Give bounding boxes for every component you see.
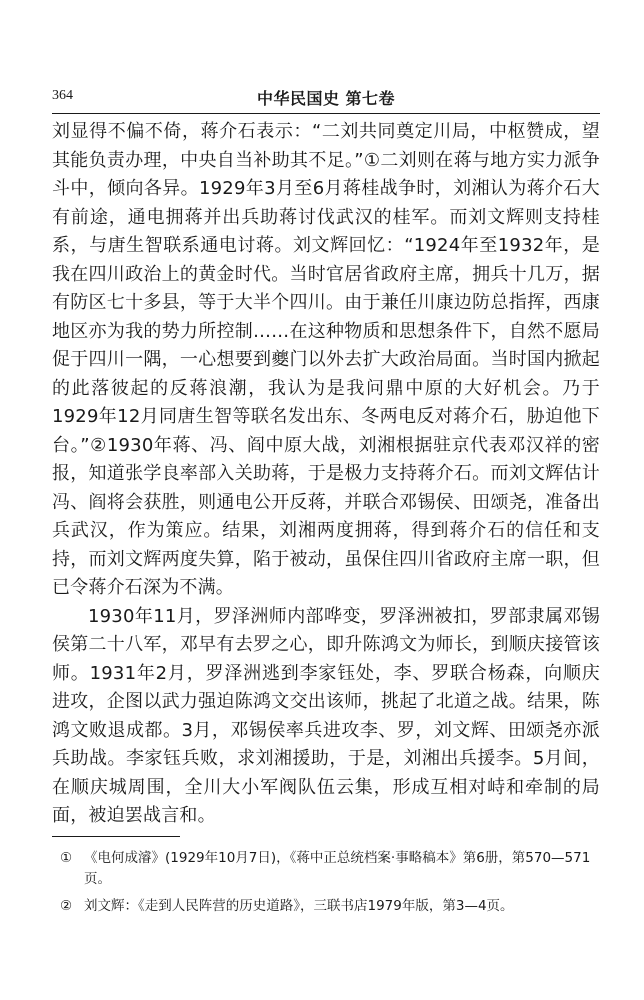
footnote-2: [52, 896, 600, 917]
paragraph-1: 刘显得不偏不倚，蒋介石表示：“二刘共同奠定川局，中枢赞成，望其能负责办理，中央自当补助其不足。”①二刘则在蒋与地方实力派争斗中，倾向各异。1929年3月至6月蒋桂战争时，刘湘认为蒋介石大有前途，通电拥蒋并出兵助蒋讨伐武汉的桂军。而刘文辉则支持桂系，与唐生智联系通电讨蒋。刘文辉回忆：“1924年至1932年，是我在四川政治上的黄金时代。当时官居省政府主席，拥兵十几万，据有防区七十多县，等于大半个四川。由于兼任川康边防总指挥，西康地区亦为我的势力所控制……在这种物质和思想条件下，自然不愿局促于四川一隅，一心想要到夔门以外去扩大政治局面。当时国内掀起的此落彼起的反蒋浪潮，我认为是我问鼎中原的大好机会。乃于1929年12月同唐生智等联名发出东、冬两电反对蒋介石，胁迫他下台。”②1930年蒋、冯、阎中原大战，刘湘根据驻京代表邓汉祥的密报，知道张学良率部入关助蒋，于是极力支持蒋介石。而刘文辉估计冯、阎将会获胜，则通电公开反蒋，并联合邓锡侯、田颂尧，准备出兵武汉，作为策应。结果，刘湘两度拥蒋，得到蒋介石的信任和支持，而刘文辉两度失算，陷于被动，虽保住四川省政府主席一职，但已令蒋介石深为不满。: [52, 121, 600, 598]
footnote-marker: ②: [60, 898, 73, 914]
footnote-text: 刘文辉：《走到人民阵营的历史道路》，三联书店1979年版，第3—4页。: [84, 898, 514, 914]
paragraph-2: 1930年11月，罗泽洲师内部哗变，罗泽洲被扣，罗部隶属邓锡侯第二十八军，邓早有去罗之心，即升陈鸿文为师长，到顺庆接管该师。1931年2月，罗泽洲逃到李家钰处，李、罗联合杨森，向顺庆进攻，企图以武力强迫陈鸿文交出该师，挑起了北道之战。结果，陈鸿文败退成都。3月，邓锡侯率兵进攻李、罗，刘文辉、田颂尧亦派兵助战。李家钰兵败，求刘湘援助，于是，刘湘出兵援李。5月间，在顺庆城周围，全川大小军阀队伍云集，形成互相对峙和牵制的局面，被迫罢战言和。: [52, 605, 600, 826]
footnote-text: 《电何成濬》(1929年10月7日)，《蒋中正总统档案·事略稿本》第6册，第570—571页。: [84, 850, 591, 887]
body-text: [52, 118, 600, 831]
footnote-marker: ①: [60, 850, 73, 866]
header-rule: [52, 113, 600, 114]
footnote-rule: [52, 836, 180, 837]
page-header: [52, 86, 600, 108]
running-title: 中华民国史 第七卷: [256, 89, 396, 108]
page-number: 364: [52, 88, 73, 103]
footnote-1: [52, 848, 600, 890]
footnotes: [52, 848, 600, 923]
